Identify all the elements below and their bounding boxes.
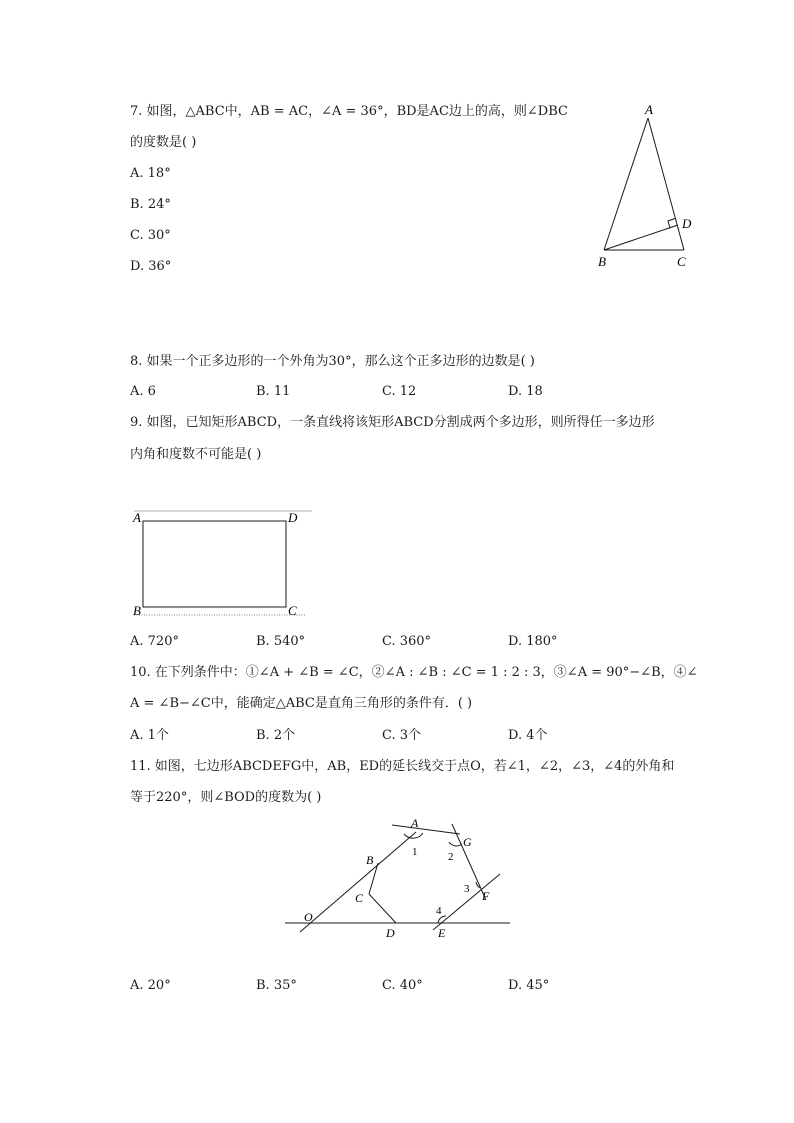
q11-side-bc — [369, 863, 378, 894]
q11-label-e: E — [438, 926, 446, 940]
q7-label-c: C — [677, 254, 686, 269]
q11-label-f: F — [482, 889, 490, 903]
q9-stem-line1: 9. 如图，已知矩形ABCD，一条直线将该矩形ABCD分割成两个多边形，则所得任一多边形 — [130, 415, 655, 430]
q10-option-b[interactable]: B. 2个 — [256, 728, 296, 743]
q7-side-ab — [604, 118, 648, 250]
q11-label-angle-1: 1 — [412, 846, 418, 858]
q10-option-a[interactable]: A. 1个 — [130, 728, 169, 743]
q11-side-cd — [369, 894, 396, 923]
q11-option-b[interactable]: B. 35° — [256, 978, 297, 993]
q8-option-c[interactable]: C. 12 — [382, 384, 417, 399]
q7-stem-line2: 的度数是( ) — [130, 135, 197, 150]
q11-label-o: O — [304, 910, 313, 924]
q10-stem-line1: 10. 在下列条件中：①∠A + ∠B = ∠C，②∠A : ∠B : ∠C = 1 : 2 : 3，③∠A = 90°−∠B，④∠ — [130, 665, 698, 680]
q11-label-g: G — [463, 835, 472, 849]
q7-label-a: A — [645, 102, 653, 117]
q7-option-a[interactable]: A. 18° — [130, 166, 171, 181]
q7-triangle-figure — [590, 100, 700, 275]
q11-line-ag-extended — [392, 825, 460, 834]
q7-stem-line1: 7. 如图，△ABC中，AB = AC，∠A = 36°，BD是AC边上的高，则∠DBC — [130, 104, 568, 119]
q9-stem-line2: 内角和度数不可能是( ) — [130, 447, 262, 462]
q9-option-c[interactable]: C. 360° — [382, 634, 432, 649]
q8-stem: 8. 如果一个正多边形的一个外角为30°，那么这个正多边形的边数是( ) — [130, 354, 535, 369]
q7-altitude-bd — [604, 225, 678, 250]
q10-option-c[interactable]: C. 3个 — [382, 728, 422, 743]
q11-label-b: B — [366, 853, 374, 867]
q7-side-ac — [648, 118, 684, 250]
q7-label-b: B — [598, 254, 606, 269]
q9-rectangle-abcd — [143, 521, 286, 607]
q9-label-b: B — [133, 603, 141, 618]
q11-label-angle-4: 4 — [436, 905, 442, 917]
q11-label-angle-2: 2 — [448, 851, 454, 863]
q9-label-d: D — [288, 510, 298, 525]
q11-label-d: D — [386, 926, 395, 940]
q7-option-b[interactable]: B. 24° — [130, 197, 171, 212]
q11-heptagon-figure — [280, 810, 520, 945]
q11-stem-line1: 11. 如图，七边形ABCDEFG中，AB，ED的延长线交于点O，若∠1，∠2，∠3，∠4的外角和 — [130, 759, 675, 774]
q11-option-a[interactable]: A. 20° — [130, 978, 171, 993]
q7-option-d[interactable]: D. 36° — [130, 259, 172, 274]
q7-label-d: D — [682, 216, 692, 231]
q11-label-c: C — [355, 891, 364, 905]
q10-stem-line2: A = ∠B−∠C中，能确定△ABC是直角三角形的条件有．( ) — [130, 696, 473, 711]
q11-option-d[interactable]: D. 45° — [508, 978, 550, 993]
q9-option-b[interactable]: B. 540° — [256, 634, 306, 649]
q10-option-d[interactable]: D. 4个 — [508, 728, 548, 743]
q9-option-a[interactable]: A. 720° — [130, 634, 179, 649]
q9-option-d[interactable]: D. 180° — [508, 634, 558, 649]
q11-line-oba — [300, 832, 416, 932]
q8-option-d[interactable]: D. 18 — [508, 384, 543, 399]
q7-option-c[interactable]: C. 30° — [130, 228, 171, 243]
q9-rectangle-figure — [128, 505, 318, 620]
q9-label-c: C — [288, 603, 297, 618]
q11-stem-line2: 等于220°，则∠BOD的度数为( ) — [130, 790, 322, 805]
q11-label-a: A — [411, 816, 419, 830]
q11-option-c[interactable]: C. 40° — [382, 978, 423, 993]
q8-option-a[interactable]: A. 6 — [130, 384, 156, 399]
q11-label-angle-3: 3 — [464, 883, 470, 895]
q8-option-b[interactable]: B. 11 — [256, 384, 291, 399]
q9-label-a: A — [133, 510, 141, 525]
